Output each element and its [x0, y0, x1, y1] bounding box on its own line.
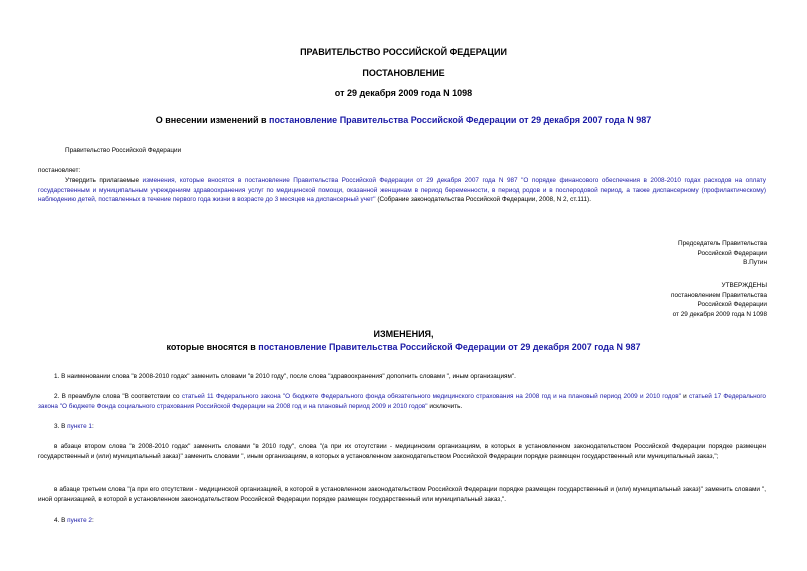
item4-text-a: 4. В: [54, 517, 68, 524]
document-type: ПОСТАНОВЛЕНИЕ: [362, 68, 445, 78]
p1-text-a: Утвердить прилагаемые: [65, 177, 143, 184]
document-title-prefix: О внесении изменений в: [155, 115, 270, 125]
document-title-link[interactable]: постановление Правительства Российской Федерации от 29 декабря 2007 года N 987: [269, 115, 652, 125]
item4-text-b: :: [91, 517, 94, 524]
item-3: [54, 422, 94, 432]
approved-by: постановлением Правительства: [671, 291, 767, 299]
article-17-link[interactable]: статьей 17 Федерального закона "О бюджете Фонда социального страхования Российской Федерации на 2008 год и на плановый период 2009 и 2010 годов": [38, 393, 766, 410]
approved-label: УТВЕРЖДЕНЫ: [721, 282, 767, 289]
government-heading: ПРАВИТЕЛЬСТВО РОССИЙСКОЙ ФЕДЕРАЦИИ: [300, 47, 507, 57]
item3-text-a: 3. В: [54, 423, 68, 430]
document-date-number: от 29 декабря 2009 года N 1098: [334, 88, 473, 98]
signature-name: В.Путин: [743, 259, 767, 267]
item3-text-b: :: [91, 423, 94, 430]
article-11-link[interactable]: статьей 11 Федерального закона "О бюджете Федерального фонда обязательного медицинского страхования на 2008 год и на плановый период 2009 и 2010 годов": [181, 393, 681, 400]
item2-text-a: 2. В преамбуле слова "В соответствии со: [54, 393, 182, 400]
item2-text-c: исключить.: [427, 402, 463, 410]
item-4: [54, 516, 94, 526]
item-3-paragraph-1: в абзаце втором слова "в 2008-2010 годах" заменить словами "в 2010 году", слова "(а при их отсутствии - медицинским организациям, в которых в установленном законодательством Российской Федерации порядке размещен государственный и (или) муниципальный заказ)" заменить словами ", иным организациям, в которых в установленном законодательством Российской Федерации порядке размещен государственный или муниципальный заказ,";: [38, 443, 766, 460]
signature-block: [678, 239, 767, 268]
resolves-label: постановляет:: [38, 167, 81, 174]
p1-text-c: (Собрание законодательства Российской Федерации, 2008, N 2, ст.111).: [375, 196, 591, 203]
approval-block: [671, 281, 767, 319]
item3-link[interactable]: пункте 1: [67, 423, 92, 430]
government-label: Правительство Российской Федерации: [65, 147, 182, 154]
item-1: 1. В наименовании слова "в 2008-2010 годах" заменить словами "в 2010 году", после слова "здравоохранения" дополнить словами ", иным организациям".: [54, 373, 516, 380]
resolution-paragraph: [38, 176, 766, 205]
item2-text-b: и: [680, 393, 689, 400]
item4-link[interactable]: пункте 2: [67, 517, 92, 524]
resolution-987-link[interactable]: , которые вносятся в постановление Правительства Российской Федерации от 29 декабря 2007 года N 987 "О порядке финансового обеспечения в 2008-2010 годах расходов на оплату государственным и муниципальным учреждениям здравоохранения услуг по медицинской помощи, оказанной женщинам в период беременности, в период родов и в послеродовой период, а также диспансерному (профилактическому) наблюдению детей, поставленных в течение первого года жизни в возрасте до 3 месяцев на диспансерный учет": [38, 177, 766, 203]
item-3-paragraph-2: в абзаце третьем слова "(а при его отсутствии - медицинской организацией, в которой в установленном законодательством Российской Федерации порядке размещен государственный и (или) муниципальный заказ)" заменить словами ", иной организацией, в которой в установленном законодательством Российской Федерации порядке размещен государственный или муниципальный заказ,".: [38, 486, 766, 503]
changes-subheading: [0, 342, 807, 352]
item-2: [38, 392, 766, 411]
changes-sub-prefix: которые вносятся в: [166, 342, 259, 352]
signature-country: Российской Федерации: [697, 249, 767, 257]
approved-date: от 29 декабря 2009 года N 1098: [672, 310, 767, 318]
approved-country: Российской Федерации: [697, 301, 767, 309]
changes-sub-link[interactable]: постановление Правительства Российской Федерации от 29 декабря 2007 года N 987: [258, 342, 641, 352]
signature-position: Председатель Правительства: [678, 240, 767, 247]
changes-link[interactable]: изменения: [142, 177, 175, 184]
document-title: [0, 115, 807, 125]
changes-heading: ИЗМЕНЕНИЯ,: [373, 329, 434, 339]
